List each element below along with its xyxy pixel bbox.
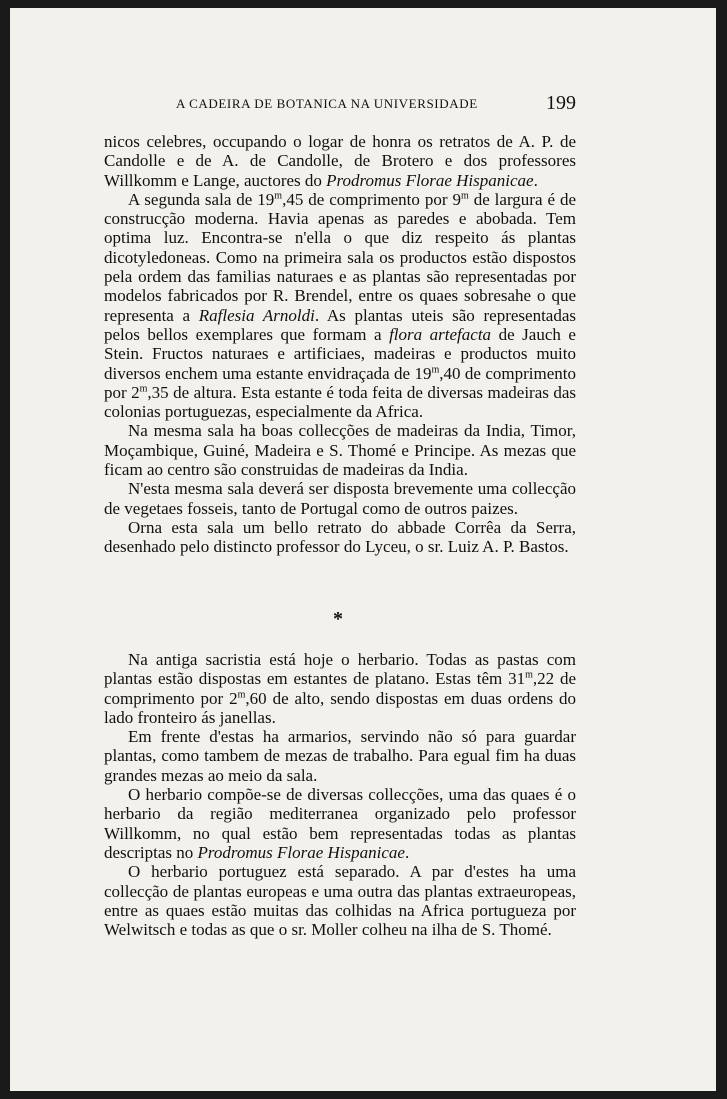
superscript-unit: m: [525, 669, 533, 681]
paragraph: [104, 421, 576, 479]
paragraph: [104, 727, 576, 785]
italic-text: Raflesia Arnoldi: [198, 305, 315, 325]
text-run: ,60 de alto, sendo dispostas em duas ordens do lado fronteiro ás janellas.: [104, 688, 576, 727]
text-run: de Jauch e Stein. Fructos naturaes e artificiaes, madeiras e productos muito diversos enchem uma estante envidraçada de 19: [104, 324, 576, 383]
text-run: ,40 de comprimento por 2: [104, 363, 576, 402]
text-run: nicos celebres, occupando o logar de honra os retratos de A. P. de Candolle e de A. de Candolle, de Brotero e dos professores Willkomm e Lange, auctores do: [104, 132, 576, 190]
paragraph: [104, 132, 576, 190]
text-run: A segunda sala de 19: [128, 189, 275, 209]
text-run: O herbario portuguez está separado. A par d'estes ha uma collecção de plantas europeas e uma outra das plantas extraeuropeas, entre as quaes estão muitas das colhidas na Africa portugueza por Welwitsch e todas as que o sr. Moller colheu na ilha de S. Thomé.: [104, 862, 576, 940]
paragraph: [104, 518, 576, 557]
text-run: de largura é de construcção moderna. Havia apenas as paredes e abobada. Tem optima luz. Encontra-se n'ella o que diz respeito ás plantas dicotyledoneas. Como na primeira sala os productos estão dispostos pela ordem das familias naturaes e as plantas são representadas por modelos fabricados por R. Brendel, entre os quaes sobresahe o que representa a: [104, 189, 576, 325]
book-page: [10, 8, 716, 1091]
text-run: Na antiga sacristia está hoje o herbario. Todas as pastas com plantas estão dispostas em estantes de platano. Estas têm 31: [104, 650, 576, 689]
text-run: O herbario compõe-se de diversas collecções, uma das quaes é o herbario da região mediterranea organizado pelo professor Willkomm, no qual estão bem representadas todas as plantas descriptas no: [104, 785, 576, 862]
italic-text: Prodromus Florae Hispanicae: [197, 842, 405, 862]
page-header: [10, 92, 716, 116]
text-run: Orna esta sala um bello retrato do abbade Corrêa da Serra, desenhado pelo distincto professor do Lyceu, o sr. Luiz A. P. Bastos.: [104, 517, 576, 557]
paragraph: [104, 190, 576, 422]
superscript-unit: m: [237, 688, 246, 700]
running-title: A CADEIRA DE BOTANICA NA UNIVERSIDADE: [176, 96, 478, 111]
text-run: Em frente d'estas ha armarios, servindo não só para guardar plantas, como tambem de mezas de trabalho. Para egual fim ha duas grandes mezas ao meio da sala.: [104, 727, 576, 785]
text-run: Na mesma sala ha boas collecções de madeiras da India, Timor, Moçambique, Guiné, Madeira e S. Thomé e Principe. As mezas que ficam ao centro são construidas de madeiras da India.: [104, 421, 576, 480]
text-run: ,45 de comprimento por 9: [282, 189, 461, 209]
section-separator: *: [333, 608, 343, 630]
superscript-unit: m: [139, 383, 148, 395]
text-run: .: [404, 842, 410, 862]
italic-text: flora artefacta: [389, 324, 492, 344]
paragraph: [104, 479, 576, 518]
italic-text: Prodromus Florae Hispanicae: [326, 170, 534, 190]
paragraph: [104, 785, 576, 862]
text-run: .: [533, 170, 538, 190]
text-run: . As plantas uteis são representadas pelos bellos exemplares que formam a: [104, 305, 576, 344]
superscript-unit: m: [460, 190, 469, 202]
paragraph: [104, 650, 576, 727]
paragraph: [104, 862, 576, 939]
text-run: N'esta mesma sala deverá ser disposta brevemente uma collecção de vegetaes fosseis, tanto de Portugal como de outros paizes.: [104, 479, 576, 518]
page-number: 199: [546, 92, 576, 114]
text-run: ,35 de altura. Esta estante é toda feita de diversas madeiras das colonias portuguezas, especialmente da Africa.: [104, 382, 576, 422]
superscript-unit: m: [274, 190, 283, 202]
text-run: ,22 de comprimento por 2: [104, 669, 577, 708]
text-block-upper: [104, 132, 576, 557]
superscript-unit: m: [431, 363, 440, 375]
text-block-lower: [104, 650, 576, 939]
